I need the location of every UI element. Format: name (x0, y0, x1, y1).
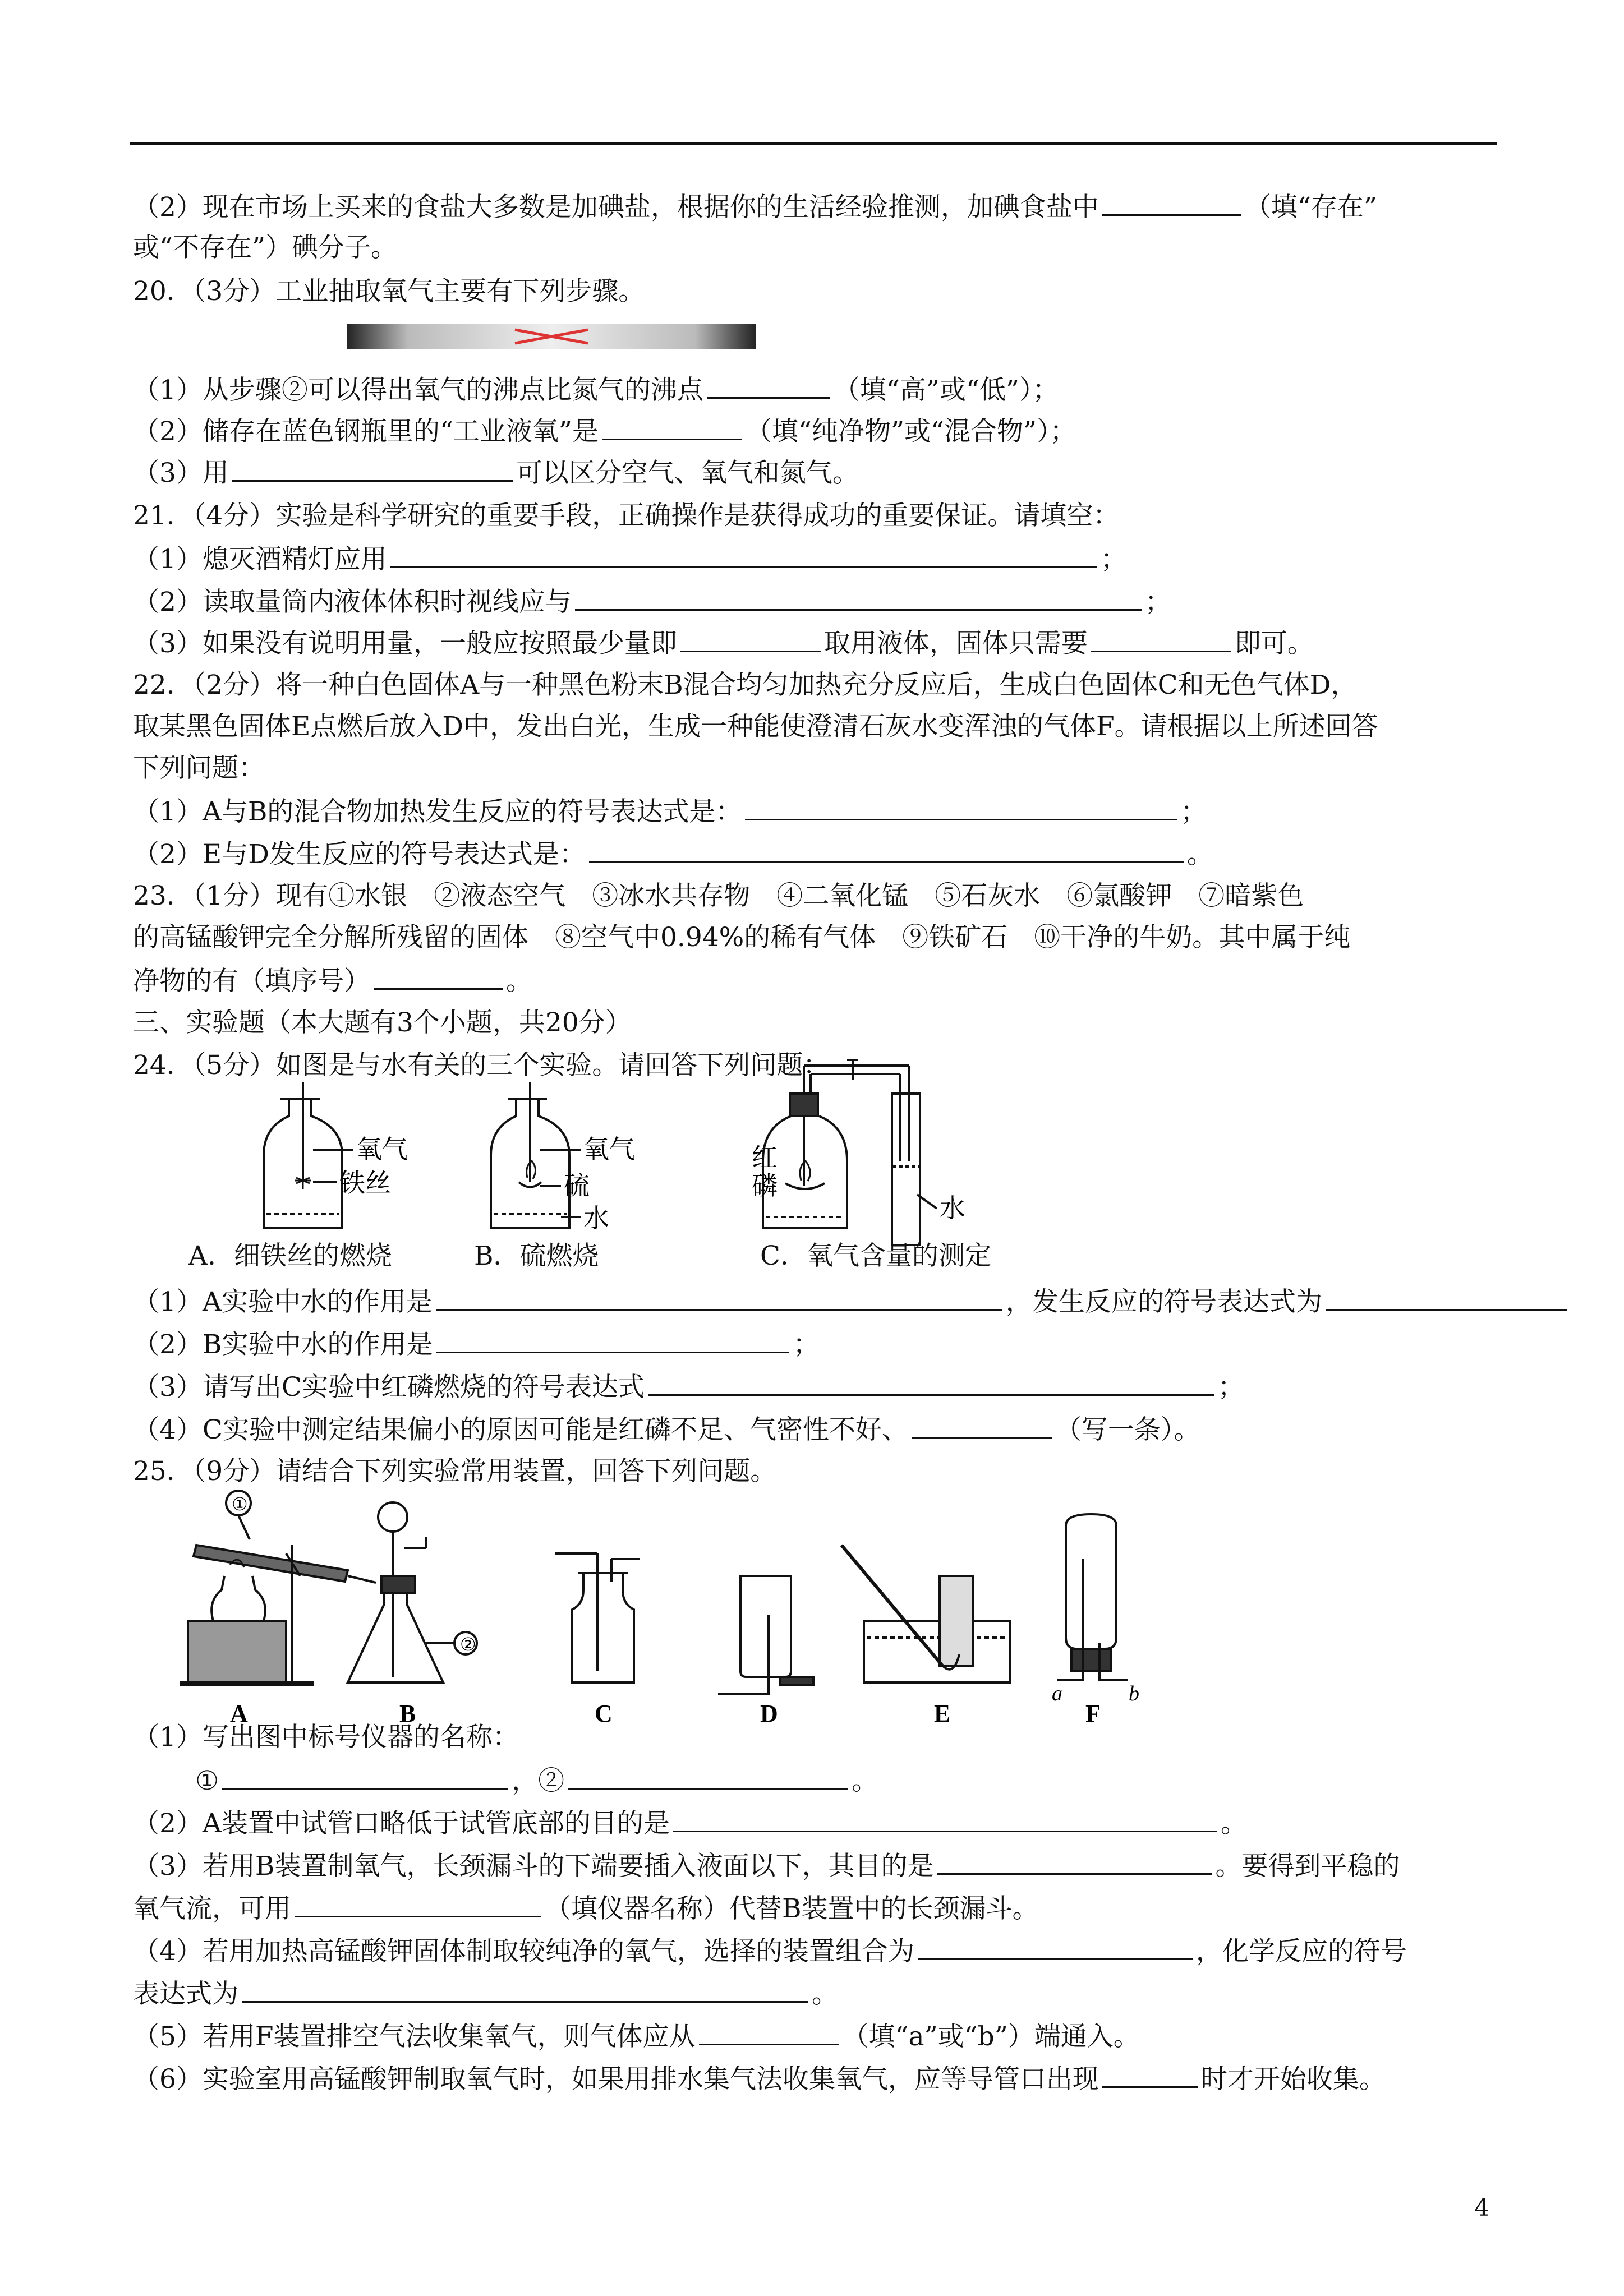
q25-part3-line2 (133, 1891, 1039, 1926)
q19-part2-line2 (133, 231, 397, 265)
text: 。 (1220, 1808, 1247, 1839)
text: 取用液体，固体只需要 (823, 628, 1088, 659)
answer-blank[interactable] (707, 372, 830, 399)
q22-part1 (133, 794, 1207, 829)
answer-blank[interactable] (745, 794, 1177, 820)
page-number: 4 (1474, 2194, 1489, 2221)
fig24-label-sulfur: 硫 (564, 1172, 590, 1200)
q24-part4 (133, 1412, 1200, 1447)
text: ； (1217, 1372, 1244, 1403)
q25-part4-line1 (133, 1934, 1407, 1968)
text: ； (1180, 796, 1207, 827)
apparatus-e (841, 1545, 1010, 1682)
q24-title (133, 1049, 829, 1082)
answer-blank[interactable] (295, 1891, 541, 1917)
text: 的高锰酸钾完全分解所残留的固体 ⑧空气中0.94%的稀有气体 ⑨铁矿石 ⑩干净的牛奶。其中属于纯 (133, 922, 1351, 953)
text: 21．（4分）实验是科学研究的重要手段，正确操作是获得成功的重要保证。请填空： (133, 500, 1120, 531)
q21-part2 (133, 584, 1171, 619)
fig25-label-a: A (230, 1700, 248, 1727)
answer-blank[interactable] (222, 1763, 508, 1790)
q20-part2 (133, 414, 1076, 449)
fig25-label-port-a: a (1052, 1682, 1062, 1705)
text: 表达式为 (133, 1979, 238, 2009)
apparatus-c (763, 1060, 937, 1245)
q25-figure (180, 1492, 1167, 1727)
text: 。 (506, 966, 532, 997)
text: （2）储存在蓝色钢瓶里的“工业液氧”是 (133, 416, 599, 447)
text: ； (1100, 544, 1127, 575)
text: （3）如果没有说明用量，一般应按照最少量即 (133, 628, 677, 659)
q25-part3-line1 (133, 1848, 1400, 1883)
text: 即可。 (1234, 628, 1314, 659)
q25-part6 (133, 2062, 1386, 2096)
answer-blank[interactable] (680, 626, 821, 652)
fig24-label-ironwire: 铁丝 (339, 1169, 391, 1197)
fig25-label-c: C (595, 1700, 613, 1727)
text: （填“高”或“低”）； (833, 375, 1059, 405)
q25-title (133, 1455, 776, 1488)
text: 24．（5分）如图是与水有关的三个实验。请回答下列问题： (133, 1050, 830, 1081)
answer-blank[interactable] (374, 963, 503, 990)
answer-blank[interactable] (575, 584, 1142, 611)
fig25-label-d: D (760, 1700, 778, 1727)
text: ，化学反应的符号 (1195, 1936, 1407, 1967)
q24-part1 (133, 1284, 1570, 1319)
q20-part3 (133, 455, 859, 490)
text: （1）从步骤②可以得出氧气的沸点比氮气的沸点 (133, 375, 703, 405)
header-rule (130, 142, 1497, 145)
text: （写一条）。 (1055, 1414, 1200, 1445)
text: 下列问题： (133, 753, 265, 783)
fig24-label-water-b: 水 (583, 1204, 609, 1233)
fig25-label-f: F (1085, 1700, 1101, 1727)
q22-part2 (133, 837, 1213, 872)
text: （6）实验室用高锰酸钾制取氧气时，如果用排水集气法收集氧气，应等导管口出现 (133, 2064, 1099, 2095)
text: （4）C实验中测定结果偏小的原因可能是红磷不足、气密性不好、 (133, 1414, 908, 1445)
answer-blank[interactable] (699, 2019, 839, 2045)
answer-blank[interactable] (436, 1284, 1002, 1311)
q20-part1 (133, 372, 1059, 407)
apparatus-c (555, 1553, 640, 1682)
text: 23．（1分）现有①水银 ②液态空气 ③冰水共存物 ④二氧化锰 ⑤石灰水 ⑥氯酸钾 ⑦暗紫色 (133, 880, 1304, 911)
text: 净物的有（填序号） (133, 966, 370, 997)
answer-blank[interactable] (436, 1327, 789, 1353)
text: 20．（3分）工业抽取氧气主要有下列步骤。 (133, 276, 645, 307)
answer-blank[interactable] (568, 1763, 848, 1790)
apparatus-a (180, 1491, 376, 1684)
fig24-label-oxygen-a: 氧气 (356, 1135, 408, 1164)
fig25-label-e: E (934, 1700, 951, 1727)
text: （2）E与D发生反应的符号表达式是： (133, 839, 586, 870)
text: （3）若用B装置制氧气，长颈漏斗的下端要插入液面以下，其目的是 (133, 1851, 934, 1882)
fig25-label-1: ① (232, 1494, 248, 1514)
text: ，发生反应的符号表达式为 (1005, 1287, 1322, 1317)
answer-blank[interactable] (912, 1412, 1052, 1439)
q22-line3 (133, 751, 265, 785)
answer-blank[interactable] (390, 542, 1097, 568)
answer-blank[interactable] (589, 837, 1184, 863)
text: （5）若用F装置排空气法收集氧气，则气体应从 (133, 2021, 696, 2052)
text: 25．（9分）请结合下列实验常用装置，回答下列问题。 (133, 1456, 777, 1487)
q21-part3 (133, 626, 1314, 661)
answer-blank[interactable] (648, 1370, 1214, 1396)
fig24-label-phosphorus: 磷 (752, 1172, 778, 1200)
q25-part1-blanks (195, 1763, 878, 1798)
apparatus-f (1057, 1514, 1128, 1680)
text: 三、实验题（本大题有3个小题，共20分） (133, 1007, 632, 1038)
text: 。要得到平稳的 (1215, 1851, 1400, 1882)
process-steps-image (347, 324, 756, 349)
text: 氧气流，可用 (133, 1893, 291, 1924)
q25-part4-line2 (133, 1976, 838, 2011)
q24-part2 (133, 1327, 819, 1362)
answer-blank[interactable] (918, 1934, 1193, 1960)
text: （填仪器名称）代替B装置中的长颈漏斗。 (545, 1893, 1039, 1924)
text: （3）请写出C实验中红磷燃烧的符号表达式 (133, 1372, 645, 1403)
q22-line2 (133, 710, 1378, 744)
answer-blank[interactable] (1102, 190, 1241, 216)
text: （2）B实验中水的作用是 (133, 1329, 433, 1360)
q20-title (133, 275, 645, 308)
text: （2）读取量筒内液体体积时视线应与 (133, 587, 572, 617)
answer-blank[interactable] (602, 414, 742, 440)
q22-line1 (133, 668, 1357, 702)
text: ① (195, 1765, 219, 1796)
fig24-label-water-c: 水 (940, 1194, 965, 1223)
text: （1）熄灭酒精灯应用 (133, 544, 387, 575)
text: （填“存在” (1244, 192, 1377, 223)
answer-blank[interactable] (1091, 626, 1231, 652)
answer-blank[interactable] (1326, 1284, 1567, 1311)
text: ； (1144, 587, 1171, 617)
text: （1）写出图中标号仪器的名称： (133, 1722, 519, 1753)
q21-part1 (133, 542, 1127, 577)
answer-blank[interactable] (232, 455, 513, 482)
bottle-b (491, 1082, 581, 1228)
q23-line1 (133, 879, 1304, 913)
text: （1）A实验中水的作用是 (133, 1287, 433, 1317)
q25-part1 (133, 1721, 519, 1754)
text: （填“纯净物”或“混合物”）； (745, 416, 1076, 447)
answer-blank[interactable] (937, 1848, 1212, 1875)
text: （2）A装置中试管口略低于试管底部的目的是 (133, 1808, 670, 1839)
text: ，② (512, 1765, 565, 1796)
text: （4）若用加热高锰酸钾固体制取较纯净的氧气，选择的装置组合为 (133, 1936, 914, 1967)
text: ； (793, 1329, 820, 1360)
text: 22．（2分）将一种白色固体A与一种黑色粉末B混合均匀加热充分反应后，生成白色固体C和无色气体D， (133, 670, 1358, 700)
text: 取某黑色固体E点燃后放入D中，发出白光，生成一种能使澄清石灰水变浑浊的气体F。请根据以上所述回答 (133, 711, 1378, 742)
answer-blank[interactable] (1102, 2062, 1198, 2088)
text: （填“a”或“b”）端通入。 (842, 2021, 1140, 2052)
text: 可以区分空气、氧气和氮气。 (516, 458, 859, 488)
text: 。 (1186, 839, 1213, 870)
q23-line3 (133, 963, 532, 998)
fig24-caption-a: A．细铁丝的燃烧 (188, 1241, 392, 1271)
bottle-a (264, 1082, 353, 1228)
text: （1）A与B的混合物加热发生反应的符号表达式是： (133, 796, 742, 827)
q24-part3 (133, 1370, 1244, 1404)
text: 时才开始收集。 (1200, 2064, 1386, 2095)
q21-title (133, 499, 1119, 533)
apparatus-d (718, 1576, 813, 1694)
q19-part2-line1 (133, 190, 1377, 224)
section-heading (133, 1006, 632, 1040)
fig24-caption-c: C．氧气含量的测定 (760, 1241, 991, 1271)
fig25-label-port-b: b (1129, 1682, 1139, 1705)
fig24-label-red: 红 (752, 1144, 778, 1172)
text: 。 (812, 1979, 838, 2009)
fig24-label-oxygen-b: 氧气 (583, 1135, 635, 1164)
fig24-caption-b: B．硫燃烧 (474, 1241, 599, 1271)
text: （2）现在市场上买来的食盐大多数是加碘盐，根据你的生活经验推测，加碘食盐中 (133, 192, 1099, 223)
fig25-label-b: B (399, 1700, 416, 1727)
q25-part5 (133, 2019, 1140, 2054)
q25-part2 (133, 1806, 1247, 1841)
fig25-label-2: ② (460, 1634, 476, 1654)
answer-blank[interactable] (242, 1976, 808, 2003)
apparatus-b (348, 1502, 477, 1682)
text: 或“不存在”）碘分子。 (133, 232, 398, 263)
answer-blank[interactable] (673, 1806, 1217, 1832)
q23-line2 (133, 921, 1350, 955)
text: （3）用 (133, 458, 229, 488)
text: 。 (852, 1765, 878, 1796)
